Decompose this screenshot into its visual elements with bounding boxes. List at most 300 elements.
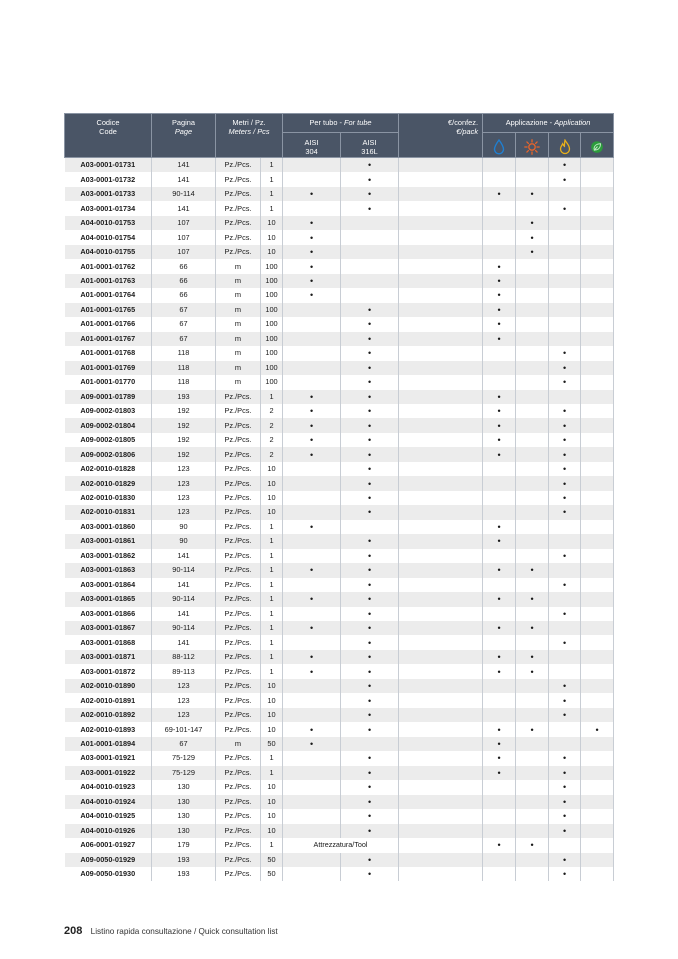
cell-price-pack bbox=[399, 404, 483, 418]
cell-price-pack bbox=[399, 505, 483, 519]
cell-app-heat: • bbox=[516, 722, 549, 736]
cell-quantity: 1 bbox=[261, 650, 283, 664]
cell-app-green bbox=[581, 462, 614, 476]
cell-page: 67 bbox=[152, 332, 216, 346]
cell-page: 141 bbox=[152, 158, 216, 173]
cell-app-green bbox=[581, 693, 614, 707]
cell-app-heat: • bbox=[516, 664, 549, 678]
cell-aisi-316l: • bbox=[341, 447, 399, 461]
cell-page: 123 bbox=[152, 708, 216, 722]
cell-app-heat bbox=[516, 332, 549, 346]
cell-code: A01-0001-01762 bbox=[65, 259, 152, 273]
cell-quantity: 1 bbox=[261, 592, 283, 606]
cell-app-green bbox=[581, 679, 614, 693]
cell-app-water: • bbox=[483, 274, 516, 288]
cell-app-green bbox=[581, 664, 614, 678]
cell-page: 141 bbox=[152, 607, 216, 621]
cell-aisi-304: • bbox=[283, 390, 341, 404]
cell-app-heat bbox=[516, 607, 549, 621]
cell-app-water bbox=[483, 549, 516, 563]
cell-app-water bbox=[483, 158, 516, 173]
cell-quantity: 50 bbox=[261, 867, 283, 881]
cell-quantity: 100 bbox=[261, 317, 283, 331]
cell-app-water bbox=[483, 853, 516, 867]
cell-app-water bbox=[483, 867, 516, 881]
cell-aisi-304: • bbox=[283, 563, 341, 577]
cell-app-water: • bbox=[483, 650, 516, 664]
cell-quantity: 10 bbox=[261, 809, 283, 823]
cell-aisi-316l bbox=[341, 230, 399, 244]
cell-price-pack bbox=[399, 592, 483, 606]
header-page: Pagina Page bbox=[152, 114, 216, 158]
cell-aisi-316l: • bbox=[341, 346, 399, 360]
cell-unit: Pz./Pcs. bbox=[216, 766, 261, 780]
cell-app-green bbox=[581, 795, 614, 809]
cell-unit: m bbox=[216, 375, 261, 389]
cell-aisi-304: • bbox=[283, 230, 341, 244]
table-row bbox=[65, 172, 614, 186]
cell-page: 193 bbox=[152, 853, 216, 867]
cell-app-water: • bbox=[483, 722, 516, 736]
cell-aisi-316l: • bbox=[341, 795, 399, 809]
cell-code: A03-0001-01731 bbox=[65, 158, 152, 173]
cell-code: A01-0001-01767 bbox=[65, 332, 152, 346]
cell-aisi-304 bbox=[283, 635, 341, 649]
cell-app-water bbox=[483, 172, 516, 186]
cell-unit: Pz./Pcs. bbox=[216, 621, 261, 635]
cell-unit: Pz./Pcs. bbox=[216, 780, 261, 794]
cell-code: A03-0001-01862 bbox=[65, 549, 152, 563]
table-row bbox=[65, 679, 614, 693]
cell-page: 118 bbox=[152, 361, 216, 375]
cell-quantity: 1 bbox=[261, 158, 283, 173]
cell-quantity: 1 bbox=[261, 635, 283, 649]
cell-aisi-316l: • bbox=[341, 404, 399, 418]
cell-aisi-316l bbox=[341, 259, 399, 273]
cell-code: A02-0010-01828 bbox=[65, 462, 152, 476]
cell-app-heat bbox=[516, 766, 549, 780]
cell-quantity: 50 bbox=[261, 853, 283, 867]
cell-code: A03-0001-01922 bbox=[65, 766, 152, 780]
cell-tool: Attrezzatura/Tool bbox=[283, 838, 399, 852]
cell-price-pack bbox=[399, 476, 483, 490]
cell-unit: Pz./Pcs. bbox=[216, 563, 261, 577]
cell-aisi-304 bbox=[283, 766, 341, 780]
cell-aisi-316l: • bbox=[341, 418, 399, 432]
cell-page: 90-114 bbox=[152, 621, 216, 635]
cell-code: A09-0050-01930 bbox=[65, 867, 152, 881]
cell-app-green bbox=[581, 607, 614, 621]
cell-price-pack bbox=[399, 216, 483, 230]
cell-aisi-316l: • bbox=[341, 664, 399, 678]
cell-price-pack bbox=[399, 520, 483, 534]
cell-page: 130 bbox=[152, 780, 216, 794]
cell-aisi-304 bbox=[283, 853, 341, 867]
cell-quantity: 10 bbox=[261, 245, 283, 259]
cell-unit: Pz./Pcs. bbox=[216, 824, 261, 838]
cell-quantity: 1 bbox=[261, 520, 283, 534]
table-row bbox=[65, 838, 614, 852]
cell-unit: Pz./Pcs. bbox=[216, 447, 261, 461]
cell-aisi-316l: • bbox=[341, 361, 399, 375]
cell-app-green bbox=[581, 766, 614, 780]
footer-title: Listino rapida consultazione / Quick consultation list bbox=[90, 927, 278, 936]
cell-app-green bbox=[581, 433, 614, 447]
cell-page: 130 bbox=[152, 824, 216, 838]
table-row bbox=[65, 780, 614, 794]
cell-quantity: 1 bbox=[261, 664, 283, 678]
cell-code: A06-0001-01927 bbox=[65, 838, 152, 852]
cell-app-gas: • bbox=[549, 679, 581, 693]
cell-page: 192 bbox=[152, 447, 216, 461]
cell-app-heat bbox=[516, 361, 549, 375]
cell-app-gas: • bbox=[549, 433, 581, 447]
cell-aisi-316l: • bbox=[341, 491, 399, 505]
cell-page: 141 bbox=[152, 549, 216, 563]
price-list-table bbox=[64, 113, 614, 881]
cell-app-green bbox=[581, 361, 614, 375]
cell-app-green bbox=[581, 447, 614, 461]
cell-app-gas: • bbox=[549, 635, 581, 649]
cell-app-green bbox=[581, 375, 614, 389]
cell-app-gas: • bbox=[549, 447, 581, 461]
cell-app-green bbox=[581, 578, 614, 592]
cell-code: A02-0010-01830 bbox=[65, 491, 152, 505]
cell-app-gas bbox=[549, 317, 581, 331]
cell-aisi-316l: • bbox=[341, 534, 399, 548]
cell-app-heat bbox=[516, 737, 549, 751]
cell-app-heat: • bbox=[516, 230, 549, 244]
cell-aisi-304 bbox=[283, 693, 341, 707]
cell-unit: Pz./Pcs. bbox=[216, 520, 261, 534]
cell-app-green bbox=[581, 418, 614, 432]
cell-app-green bbox=[581, 867, 614, 881]
cell-app-water: • bbox=[483, 288, 516, 302]
cell-page: 90 bbox=[152, 520, 216, 534]
cell-unit: Pz./Pcs. bbox=[216, 650, 261, 664]
cell-app-water bbox=[483, 375, 516, 389]
cell-page: 141 bbox=[152, 635, 216, 649]
cell-app-green bbox=[581, 853, 614, 867]
cell-page: 179 bbox=[152, 838, 216, 852]
cell-app-heat bbox=[516, 635, 549, 649]
cell-app-green: • bbox=[581, 722, 614, 736]
cell-code: A09-0050-01929 bbox=[65, 853, 152, 867]
cell-quantity: 1 bbox=[261, 607, 283, 621]
cell-price-pack bbox=[399, 737, 483, 751]
table-row bbox=[65, 650, 614, 664]
cell-aisi-304 bbox=[283, 361, 341, 375]
cell-aisi-304: • bbox=[283, 737, 341, 751]
cell-app-water bbox=[483, 578, 516, 592]
cell-app-water: • bbox=[483, 563, 516, 577]
cell-unit: Pz./Pcs. bbox=[216, 795, 261, 809]
cell-app-water bbox=[483, 245, 516, 259]
table-row bbox=[65, 534, 614, 548]
cell-price-pack bbox=[399, 534, 483, 548]
cell-app-gas bbox=[549, 592, 581, 606]
cell-quantity: 2 bbox=[261, 447, 283, 461]
cell-quantity: 1 bbox=[261, 563, 283, 577]
cell-page: 89-113 bbox=[152, 664, 216, 678]
cell-aisi-304 bbox=[283, 505, 341, 519]
cell-code: A09-0001-01789 bbox=[65, 390, 152, 404]
cell-price-pack bbox=[399, 795, 483, 809]
cell-app-gas: • bbox=[549, 751, 581, 765]
cell-code: A01-0001-01765 bbox=[65, 303, 152, 317]
table-row bbox=[65, 824, 614, 838]
cell-aisi-304: • bbox=[283, 404, 341, 418]
cell-page: 118 bbox=[152, 346, 216, 360]
table-row bbox=[65, 621, 614, 635]
cell-page: 75-129 bbox=[152, 751, 216, 765]
cell-unit: Pz./Pcs. bbox=[216, 664, 261, 678]
cell-quantity: 10 bbox=[261, 476, 283, 490]
cell-code: A03-0001-01867 bbox=[65, 621, 152, 635]
cell-aisi-316l: • bbox=[341, 679, 399, 693]
cell-page: 90 bbox=[152, 534, 216, 548]
cell-app-water bbox=[483, 780, 516, 794]
cell-unit: Pz./Pcs. bbox=[216, 462, 261, 476]
cell-price-pack bbox=[399, 809, 483, 823]
cell-code: A04-0010-01924 bbox=[65, 795, 152, 809]
cell-page: 107 bbox=[152, 245, 216, 259]
table-row bbox=[65, 766, 614, 780]
cell-code: A02-0010-01829 bbox=[65, 476, 152, 490]
cell-app-heat bbox=[516, 795, 549, 809]
cell-code: A02-0010-01890 bbox=[65, 679, 152, 693]
cell-page: 66 bbox=[152, 259, 216, 273]
cell-quantity: 10 bbox=[261, 693, 283, 707]
cell-unit: m bbox=[216, 332, 261, 346]
table-row bbox=[65, 158, 614, 173]
header-aisi-316l: AISI 316L bbox=[341, 133, 399, 158]
cell-code: A02-0010-01891 bbox=[65, 693, 152, 707]
cell-app-heat bbox=[516, 375, 549, 389]
cell-code: A03-0001-01866 bbox=[65, 607, 152, 621]
cell-aisi-316l: • bbox=[341, 158, 399, 173]
cell-aisi-304: • bbox=[283, 621, 341, 635]
cell-code: A03-0001-01860 bbox=[65, 520, 152, 534]
cell-app-green bbox=[581, 230, 614, 244]
cell-app-heat bbox=[516, 418, 549, 432]
cell-aisi-304 bbox=[283, 476, 341, 490]
cell-page: 192 bbox=[152, 418, 216, 432]
cell-aisi-316l: • bbox=[341, 722, 399, 736]
cell-app-water bbox=[483, 216, 516, 230]
cell-app-heat: • bbox=[516, 650, 549, 664]
cell-unit: Pz./Pcs. bbox=[216, 708, 261, 722]
cell-app-gas bbox=[549, 187, 581, 201]
cell-page: 123 bbox=[152, 491, 216, 505]
cell-app-heat bbox=[516, 693, 549, 707]
cell-aisi-316l: • bbox=[341, 549, 399, 563]
header-code: Codice Code bbox=[65, 114, 152, 158]
table-row bbox=[65, 592, 614, 606]
cell-app-water bbox=[483, 346, 516, 360]
cell-unit: Pz./Pcs. bbox=[216, 722, 261, 736]
cell-app-gas: • bbox=[549, 693, 581, 707]
cell-code: A01-0001-01770 bbox=[65, 375, 152, 389]
cell-aisi-316l: • bbox=[341, 766, 399, 780]
cell-unit: Pz./Pcs. bbox=[216, 578, 261, 592]
cell-aisi-304 bbox=[283, 809, 341, 823]
cell-unit: m bbox=[216, 303, 261, 317]
cell-app-gas bbox=[549, 534, 581, 548]
cell-app-gas bbox=[549, 303, 581, 317]
header-gas-col bbox=[549, 133, 581, 158]
cell-quantity: 1 bbox=[261, 766, 283, 780]
cell-quantity: 50 bbox=[261, 737, 283, 751]
header-application: Applicazione - Application bbox=[483, 114, 614, 133]
cell-price-pack bbox=[399, 303, 483, 317]
cell-quantity: 100 bbox=[261, 303, 283, 317]
cell-code: A09-0002-01804 bbox=[65, 418, 152, 432]
cell-code: A03-0001-01732 bbox=[65, 172, 152, 186]
cell-quantity: 1 bbox=[261, 187, 283, 201]
cell-app-heat bbox=[516, 853, 549, 867]
cell-aisi-316l: • bbox=[341, 578, 399, 592]
cell-page: 66 bbox=[152, 288, 216, 302]
cell-price-pack bbox=[399, 230, 483, 244]
cell-app-green bbox=[581, 650, 614, 664]
cell-code: A01-0001-01763 bbox=[65, 274, 152, 288]
cell-app-gas bbox=[549, 621, 581, 635]
cell-page: 90-114 bbox=[152, 563, 216, 577]
cell-price-pack bbox=[399, 462, 483, 476]
cell-app-green bbox=[581, 809, 614, 823]
cell-code: A04-0010-01925 bbox=[65, 809, 152, 823]
cell-unit: Pz./Pcs. bbox=[216, 549, 261, 563]
cell-unit: Pz./Pcs. bbox=[216, 592, 261, 606]
cell-quantity: 1 bbox=[261, 838, 283, 852]
cell-code: A09-0002-01805 bbox=[65, 433, 152, 447]
table-row bbox=[65, 520, 614, 534]
cell-app-heat: • bbox=[516, 621, 549, 635]
cell-quantity: 1 bbox=[261, 621, 283, 635]
cell-app-green bbox=[581, 288, 614, 302]
table-row bbox=[65, 317, 614, 331]
cell-app-green bbox=[581, 549, 614, 563]
cell-price-pack bbox=[399, 158, 483, 173]
cell-app-green bbox=[581, 172, 614, 186]
cell-unit: Pz./Pcs. bbox=[216, 867, 261, 881]
cell-app-green bbox=[581, 534, 614, 548]
cell-app-green bbox=[581, 390, 614, 404]
cell-unit: Pz./Pcs. bbox=[216, 230, 261, 244]
table-row bbox=[65, 433, 614, 447]
cell-code: A01-0001-01766 bbox=[65, 317, 152, 331]
cell-code: A03-0001-01863 bbox=[65, 563, 152, 577]
cell-app-heat bbox=[516, 824, 549, 838]
cell-app-water bbox=[483, 607, 516, 621]
cell-quantity: 10 bbox=[261, 230, 283, 244]
cell-app-water bbox=[483, 635, 516, 649]
cell-price-pack bbox=[399, 751, 483, 765]
cell-app-green bbox=[581, 824, 614, 838]
cell-quantity: 10 bbox=[261, 505, 283, 519]
table-row bbox=[65, 418, 614, 432]
cell-app-gas bbox=[549, 520, 581, 534]
table-row bbox=[65, 563, 614, 577]
cell-app-gas: • bbox=[549, 607, 581, 621]
cell-app-heat bbox=[516, 708, 549, 722]
cell-quantity: 10 bbox=[261, 679, 283, 693]
cell-aisi-304 bbox=[283, 578, 341, 592]
cell-price-pack bbox=[399, 853, 483, 867]
cell-page: 118 bbox=[152, 375, 216, 389]
table-row bbox=[65, 245, 614, 259]
cell-app-gas bbox=[549, 259, 581, 273]
cell-page: 107 bbox=[152, 216, 216, 230]
cell-app-green bbox=[581, 245, 614, 259]
cell-aisi-316l: • bbox=[341, 751, 399, 765]
cell-app-green bbox=[581, 751, 614, 765]
cell-unit: Pz./Pcs. bbox=[216, 607, 261, 621]
cell-app-gas bbox=[549, 216, 581, 230]
cell-unit: m bbox=[216, 288, 261, 302]
cell-unit: Pz./Pcs. bbox=[216, 187, 261, 201]
cell-app-green bbox=[581, 621, 614, 635]
cell-aisi-316l: • bbox=[341, 592, 399, 606]
cell-app-heat bbox=[516, 505, 549, 519]
cell-aisi-316l: • bbox=[341, 635, 399, 649]
cell-app-gas bbox=[549, 274, 581, 288]
cell-app-gas: • bbox=[549, 172, 581, 186]
cell-app-green bbox=[581, 476, 614, 490]
cell-app-heat bbox=[516, 317, 549, 331]
cell-page: 88-112 bbox=[152, 650, 216, 664]
cell-app-water bbox=[483, 693, 516, 707]
cell-app-water bbox=[483, 361, 516, 375]
cell-price-pack bbox=[399, 679, 483, 693]
cell-quantity: 100 bbox=[261, 259, 283, 273]
cell-app-gas bbox=[549, 664, 581, 678]
cell-aisi-304: • bbox=[283, 650, 341, 664]
cell-quantity: 1 bbox=[261, 578, 283, 592]
cell-app-gas bbox=[549, 332, 581, 346]
cell-app-water bbox=[483, 679, 516, 693]
cell-code: A01-0001-01769 bbox=[65, 361, 152, 375]
cell-unit: Pz./Pcs. bbox=[216, 404, 261, 418]
cell-aisi-304: • bbox=[283, 664, 341, 678]
table-row bbox=[65, 693, 614, 707]
cell-quantity: 10 bbox=[261, 216, 283, 230]
cell-app-water: • bbox=[483, 838, 516, 852]
cell-app-water: • bbox=[483, 534, 516, 548]
cell-code: A04-0010-01926 bbox=[65, 824, 152, 838]
table-row bbox=[65, 375, 614, 389]
cell-unit: m bbox=[216, 346, 261, 360]
header-per-tube: Per tubo - For tube bbox=[283, 114, 399, 133]
cell-app-water bbox=[483, 505, 516, 519]
cell-app-heat bbox=[516, 404, 549, 418]
cell-price-pack bbox=[399, 650, 483, 664]
cell-price-pack bbox=[399, 172, 483, 186]
cell-app-gas: • bbox=[549, 578, 581, 592]
cell-quantity: 2 bbox=[261, 433, 283, 447]
cell-price-pack bbox=[399, 317, 483, 331]
cell-quantity: 100 bbox=[261, 274, 283, 288]
cell-aisi-316l: • bbox=[341, 317, 399, 331]
table-row bbox=[65, 361, 614, 375]
cell-aisi-304: • bbox=[283, 187, 341, 201]
cell-app-green bbox=[581, 505, 614, 519]
cell-app-gas: • bbox=[549, 491, 581, 505]
cell-price-pack bbox=[399, 824, 483, 838]
cell-price-pack bbox=[399, 245, 483, 259]
cell-app-gas: • bbox=[549, 158, 581, 173]
